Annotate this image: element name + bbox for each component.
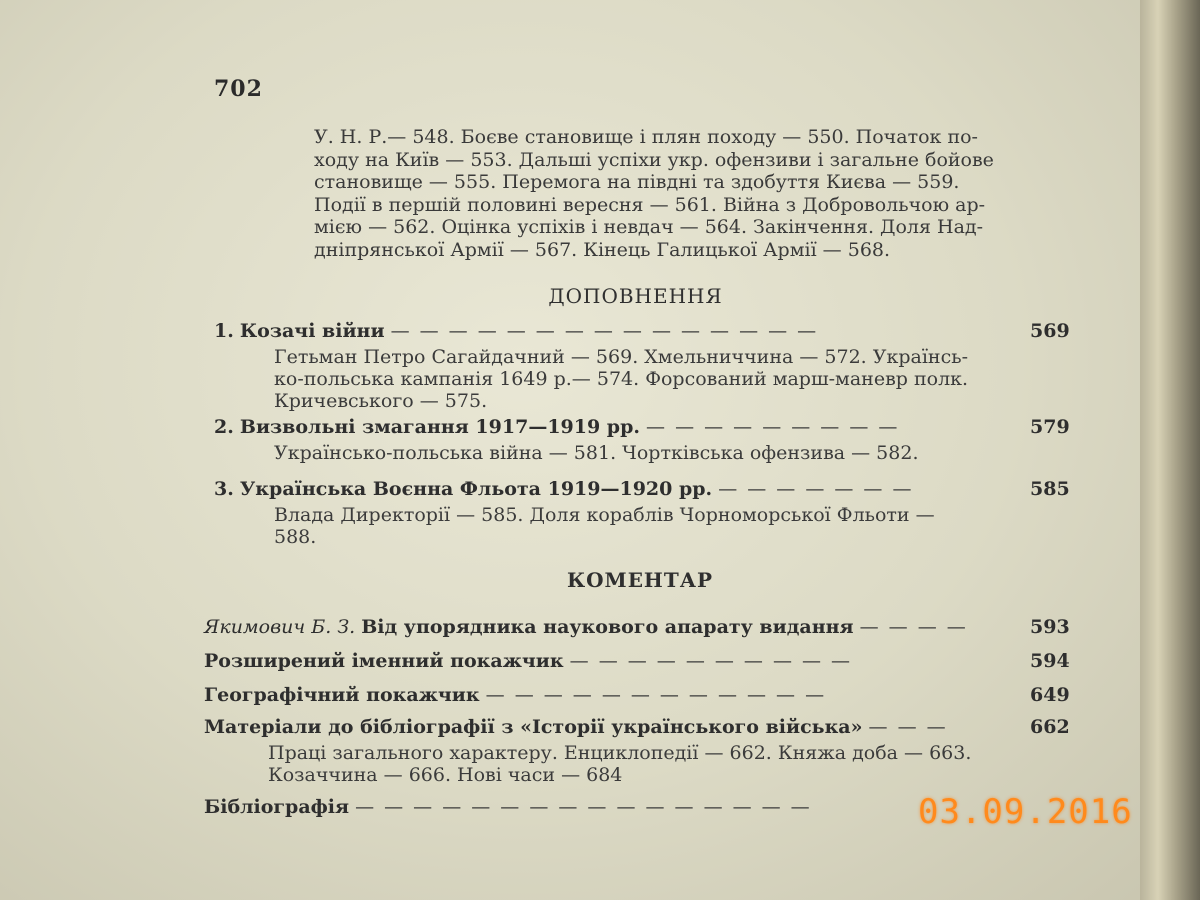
subtopic-line: ко-польська кампанія 1649 р.— 574. Форсований марш-маневр полк. — [274, 368, 969, 390]
subtopic-line: Кричевського — 575. — [274, 390, 488, 412]
subtopic-line: Гетьман Петро Сагайдачний — 569. Хмельниччина — 572. Українсь- — [274, 346, 969, 368]
entry-page-number: 579 — [1030, 416, 1070, 438]
entry-number: 3. — [214, 478, 234, 500]
entry-page-number: 593 — [1030, 616, 1070, 638]
entry-page-number: 569 — [1030, 320, 1070, 342]
dot-leader: — — — — [868, 716, 948, 738]
paragraph-line: Події в першій половині вересня — 561. Війна з Добровольчою ар- — [314, 193, 986, 216]
entry-author: Якимович Б. З. — [204, 616, 356, 638]
toc-entry — [214, 478, 913, 500]
intro-paragraph — [314, 126, 1044, 261]
entry-page-number: 585 — [1030, 478, 1070, 500]
paragraph-line: мією — 562. Оцінка успіхів і невдач — 564. Закінчення. Доля Над- — [314, 216, 984, 238]
entry-page-number: 594 — [1030, 650, 1070, 672]
entry-page-number: 662 — [1030, 716, 1070, 738]
entry-title: Матеріали до бібліографії з «Історії українського війська» — [204, 716, 863, 738]
toc-entry — [214, 416, 899, 438]
section-heading-commentary: КОМЕНТАР — [566, 568, 714, 592]
section-heading-supplement: ДОПОВНЕННЯ — [548, 284, 723, 308]
dot-leader: — — — — — — — — — — — — — — — — — [355, 796, 812, 818]
entry-title: Бібліографія — [204, 796, 350, 818]
subtopic-line: 588. — [274, 526, 317, 548]
entry-title: Українська Воєнна Фльота 1919—1920 рр. — [239, 478, 713, 500]
paragraph-line: становище — 555. Перемога на півдні та здобуття Києва — 559. — [314, 171, 960, 193]
entry-title: Від упорядника наукового апарату видання — [361, 616, 854, 638]
paragraph-line: У. Н. Р.— 548. Боєве становище і плян походу — 550. Початок по- — [314, 126, 978, 148]
toc-entry — [214, 320, 818, 342]
toc-entry — [204, 796, 812, 818]
toc-entry — [204, 650, 852, 672]
entry-title: Розширений іменний покажчик — [204, 650, 564, 672]
dot-leader: — — — — — — — — — — — — — [485, 684, 827, 706]
book-page-edge — [1140, 0, 1200, 900]
subtopic-line: Козаччина — 666. Нові часи — 684 — [268, 764, 623, 786]
entry-subtopics — [274, 504, 935, 548]
page-number: 702 — [214, 76, 263, 102]
dot-leader: — — — — — [859, 616, 968, 638]
dot-leader: — — — — — — — — [718, 478, 914, 500]
entry-subtopics — [274, 442, 918, 464]
subtopic-line: Українсько-польська війна — 581. Чортківська офензива — 582. — [274, 442, 919, 464]
date-stamp: 03.09.2016 — [918, 792, 1133, 832]
entry-subtopics — [268, 742, 971, 786]
entry-number: 2. — [214, 416, 234, 438]
entry-title: Визвольні змагання 1917—1919 рр. — [239, 416, 640, 438]
paragraph-line: ходу на Київ — 553. Дальші успіхи укр. офензиви і загальне бойове — [314, 148, 994, 171]
toc-entry — [204, 684, 826, 706]
paragraph-line: дніпрянської Армії — 567. Кінець Галицької Армії — 568. — [314, 238, 891, 261]
subtopic-line: Праці загального характеру. Енциклопедії — 662. Княжа доба — 663. — [268, 742, 972, 764]
entry-subtopics — [274, 346, 968, 412]
toc-entry — [204, 716, 948, 738]
entry-number: 1. — [214, 320, 234, 342]
dot-leader: — — — — — — — — — — — [569, 650, 853, 672]
subtopic-line: Влада Директорії — 585. Доля кораблів Чорноморської Фльоти — — [274, 504, 935, 526]
dot-leader: — — — — — — — — — — — — — — — — [390, 320, 819, 342]
toc-entry — [204, 616, 968, 638]
entry-title: Козачі війни — [239, 320, 385, 342]
entry-page-number: 649 — [1030, 684, 1070, 706]
dot-leader: — — — — — — — — — — [646, 416, 900, 438]
entry-title: Географічний покажчик — [204, 684, 480, 706]
